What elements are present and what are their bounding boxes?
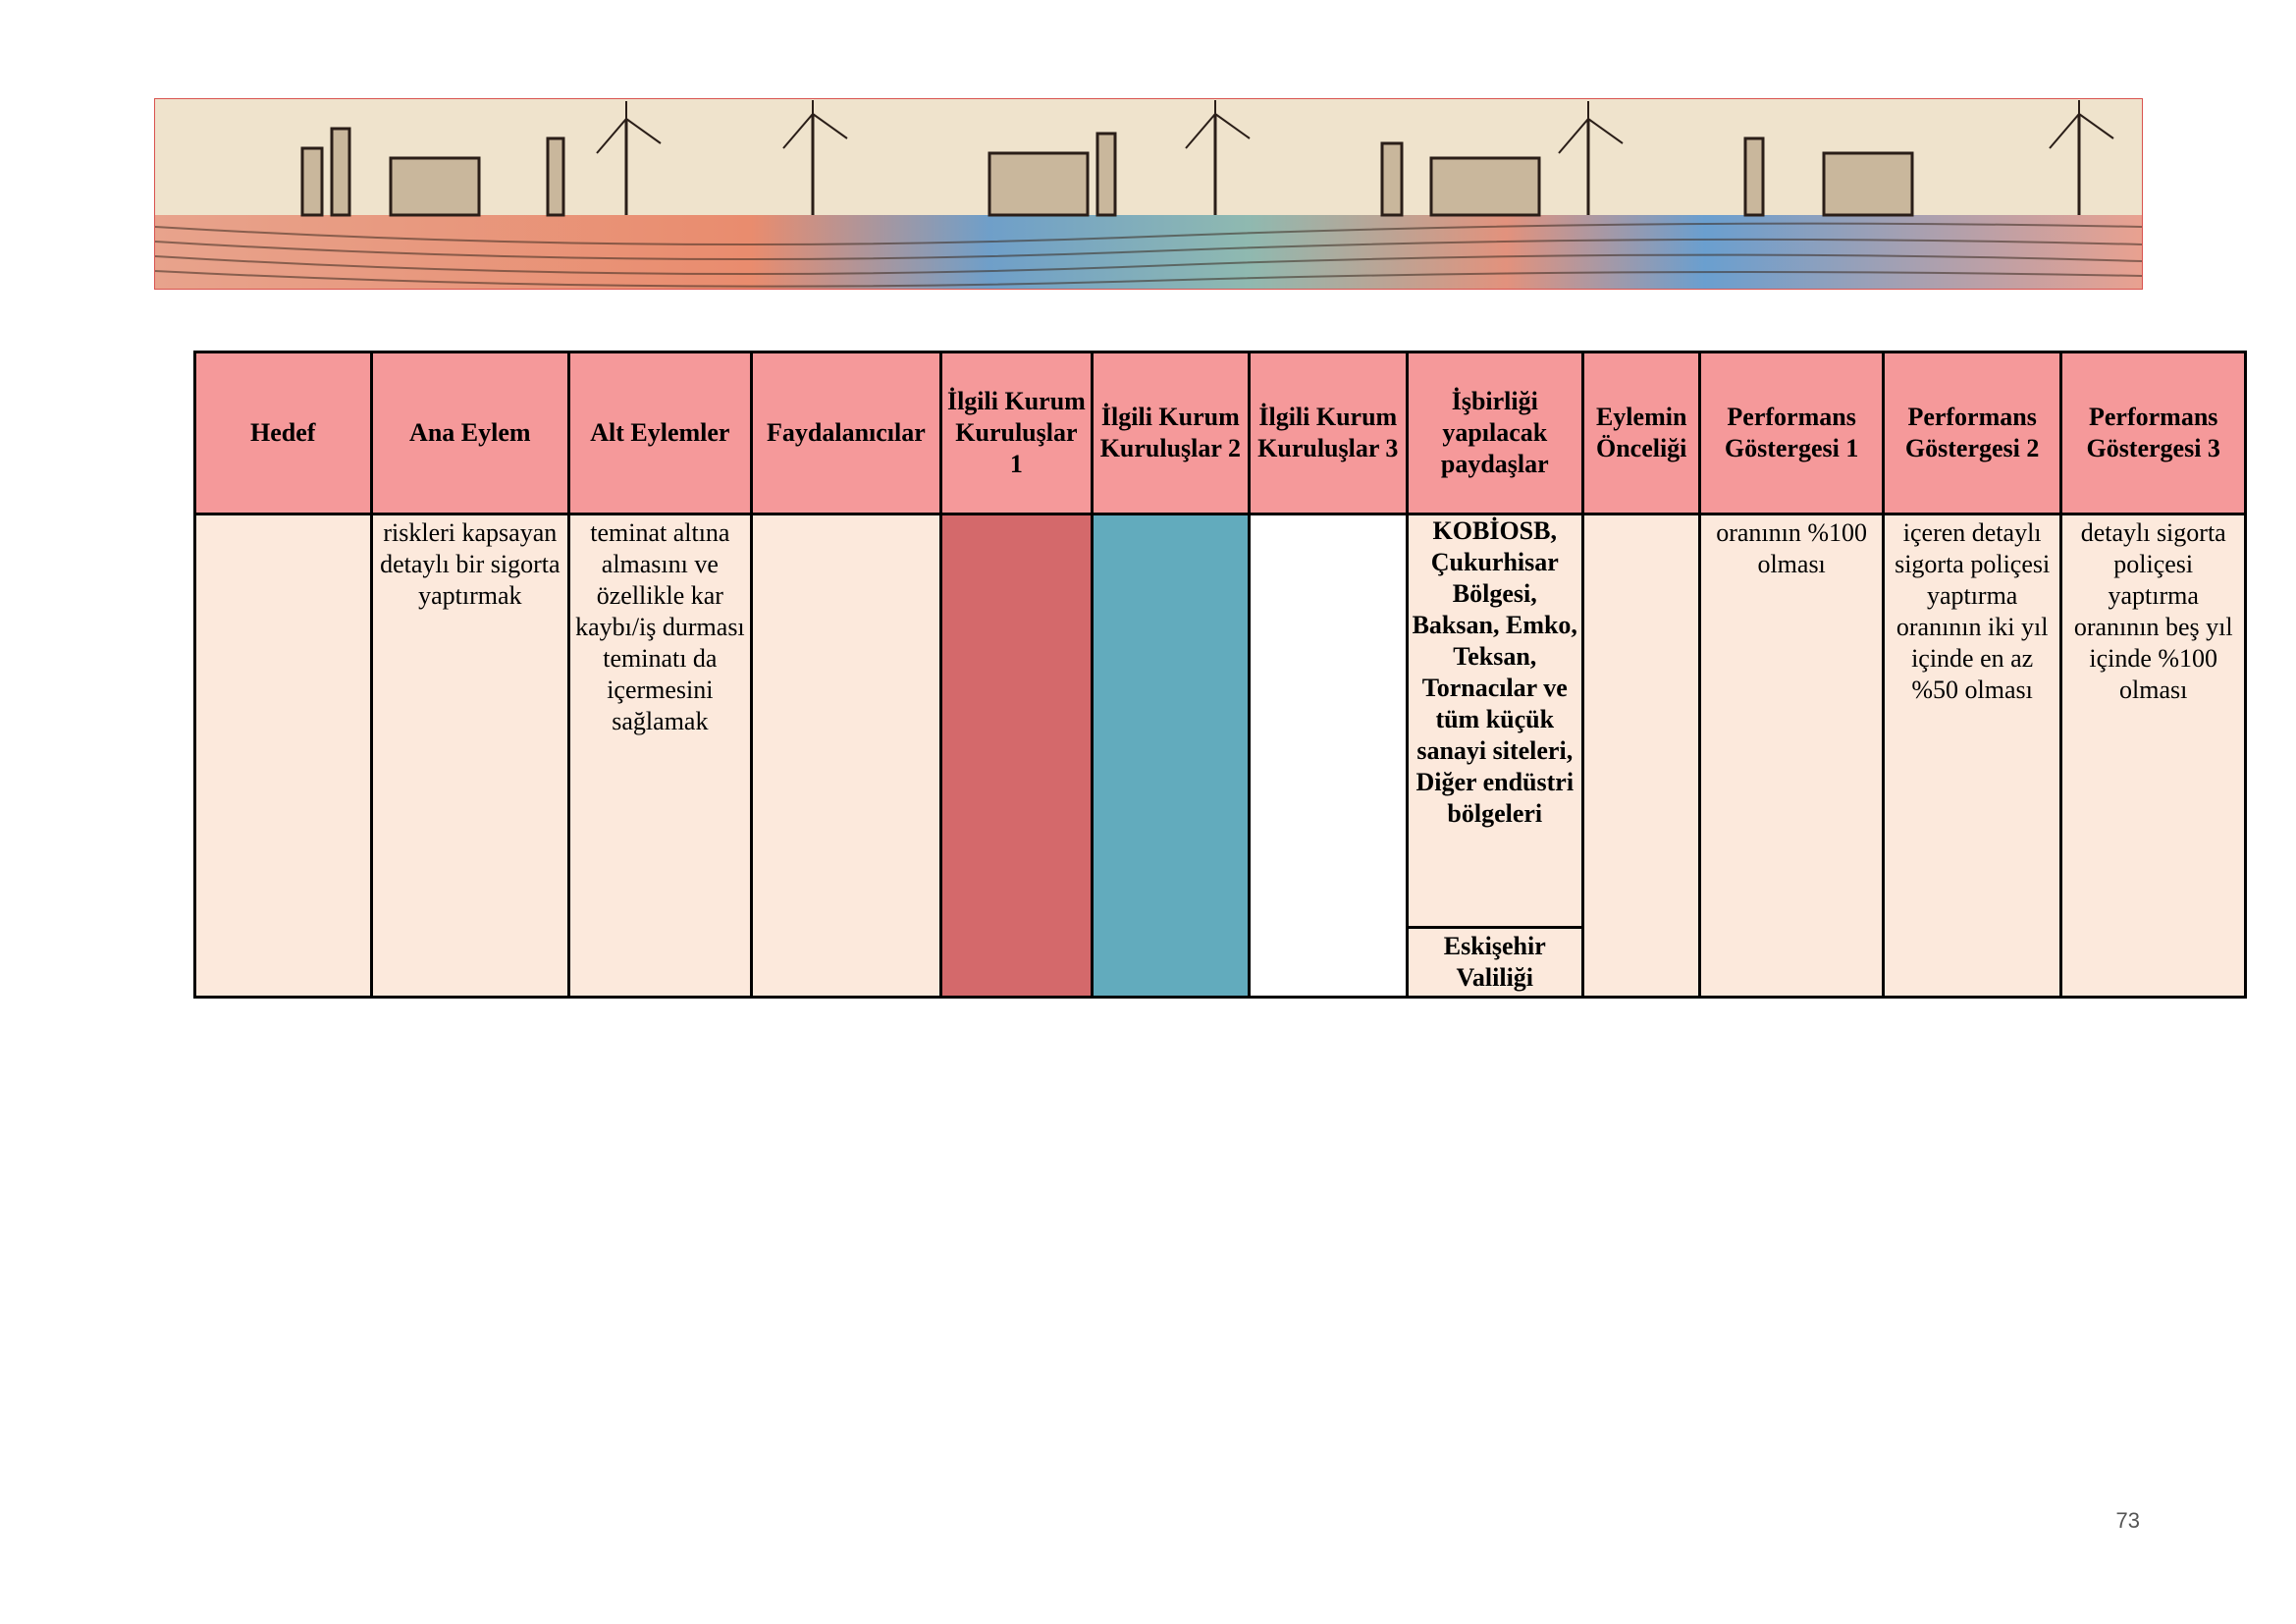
- header-kurum-3: İlgili Kurum Kuruluşlar 3: [1251, 353, 1405, 513]
- table-row: [196, 515, 2244, 996]
- cell-paydaslar: [1409, 515, 1582, 996]
- header-ana-eylem: Ana Eylem: [373, 353, 568, 513]
- header-faydalanicilar: Faydalanıcılar: [753, 353, 940, 513]
- header-alt-eylemler: Alt Eylemler: [570, 353, 750, 513]
- header-gosterge-2: Performans Göstergesi 2: [1885, 353, 2060, 513]
- action-plan-table: [193, 351, 2247, 999]
- header-paydaslar: İşbirliği yapılacak paydaşlar: [1409, 353, 1582, 513]
- cell-hedef: [196, 515, 370, 996]
- cell-kurum-1: [942, 515, 1090, 996]
- cell-gosterge-2: içeren detaylı sigorta poliçesi yaptırma oranının iki yıl içinde en az %50 olması: [1885, 515, 2060, 996]
- cell-ana-eylem: riskleri kapsayan detaylı bir sigorta yaptırmak: [373, 515, 568, 996]
- header-kurum-2: İlgili Kurum Kuruluşlar 2: [1094, 353, 1248, 513]
- paydaslar-valilik: Eskişehir Valiliği: [1409, 926, 1582, 996]
- cell-kurum-3: [1251, 515, 1405, 996]
- header-gosterge-1: Performans Göstergesi 1: [1701, 353, 1882, 513]
- cell-oncelik: [1584, 515, 1698, 996]
- page-number: 73: [2115, 1508, 2140, 1533]
- banner-illustration: [154, 98, 2143, 290]
- cell-alt-eylemler: teminat altına almasını ve özellikle kar kaybı/iş durması teminatı da içermesini sağlamak: [570, 515, 750, 996]
- header-hedef: Hedef: [196, 353, 370, 513]
- cell-gosterge-1: oranının %100 olması: [1701, 515, 1882, 996]
- paydaslar-list: KOBİOSB, Çukurhisar Bölgesi, Baksan, Emko, Teksan, Tornacılar ve tüm küçük sanayi siteleri, Diğer endüstri bölgeleri: [1412, 516, 1577, 828]
- cell-gosterge-3: detaylı sigorta poliçesi yaptırma oranının beş yıl içinde %100 olması: [2062, 515, 2244, 996]
- industrial-energy-illustration: [155, 99, 2142, 289]
- header-kurum-1: İlgili Kurum Kuruluşlar 1: [942, 353, 1090, 513]
- header-gosterge-3: Performans Göstergesi 3: [2062, 353, 2244, 513]
- header-oncelik: Eylemin Önceliği: [1584, 353, 1698, 513]
- cell-kurum-2: [1094, 515, 1248, 996]
- cell-faydalanicilar: [753, 515, 940, 996]
- table-header-row: [196, 353, 2244, 513]
